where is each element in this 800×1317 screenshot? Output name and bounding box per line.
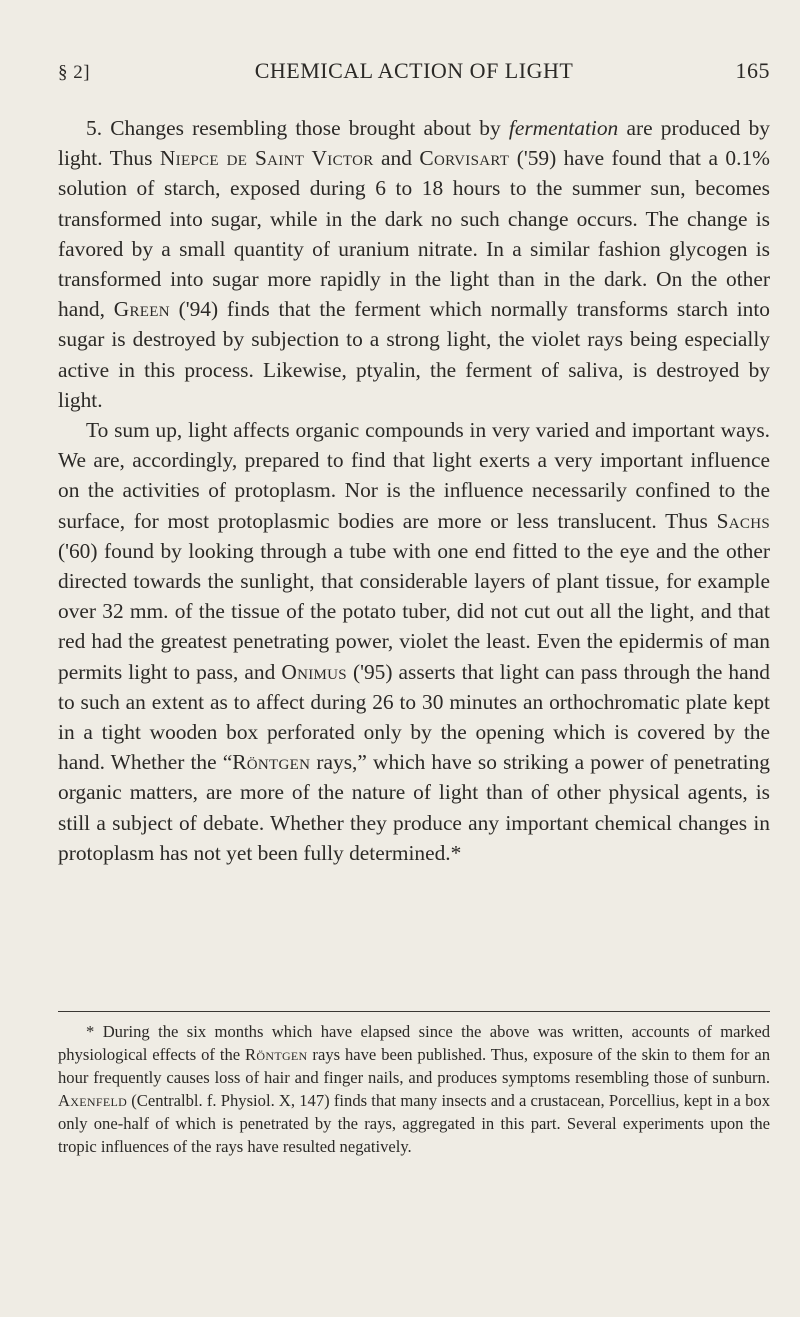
footnote-text xyxy=(58,1020,770,1158)
text-run: ('60) found by looking through a tube with one end fitted to the eye and the other directed towards the sunlight, that considerable layers of plant tissue, for example over 32 mm. of the tissue of the potato tuber, did not cut out all the light, and that red had the greatest penetrating power, violet the least. Even the epidermis of man permits light to pass, and xyxy=(58,538,770,684)
author-name: Sachs xyxy=(716,508,770,533)
paragraph-summary xyxy=(58,415,770,868)
text-run: are produced by light. Thus xyxy=(58,116,770,171)
author-name: Röntgen xyxy=(245,1045,308,1064)
page-number: 165 xyxy=(735,58,770,83)
text-run: ('94) finds that the ferment which normally transforms starch into sugar is destroyed by subjection to a strong light, the violet rays being especially active in this process. Likewise, ptyalin, the ferment of saliva, is destroyed by light. xyxy=(58,297,770,412)
author-name: Onimus xyxy=(281,659,347,684)
author-name: Axenfeld xyxy=(58,1091,128,1110)
text-run: To sum up, light affects organic compounds in very varied and important ways. We are, accordingly, prepared to find that light exerts a very important influence on the activities of protoplasm. Nor is the influence necessarily confined to the surface, for most protoplasmic bodies are more or less translucent. Thus xyxy=(58,418,770,533)
running-title: CHEMICAL ACTION OF LIGHT xyxy=(254,58,574,83)
text-run: rays have been published. Thus, exposure of the skin to them for an hour frequently causes loss of hair and finger nails, and produces symptoms resembling those of sunburn. xyxy=(58,1045,770,1087)
author-name: Niepce de Saint Victor xyxy=(159,146,374,171)
author-name: Röntgen xyxy=(232,750,311,775)
author-name: Green xyxy=(113,297,170,322)
footnote xyxy=(58,1020,770,1158)
text-run: 5. Changes resembling those brought about by xyxy=(86,116,509,140)
text-run: and xyxy=(373,146,420,171)
text-run: (Centralbl. f. Physiol. X, 147) finds that many insects and a crustacean, Porcellius, kept in a box only one-half of which is penetrated by the rays, aggregated in this part. Several experiments upon the tropic influences of the rays have resulted negatively. xyxy=(58,1091,770,1156)
section-marker: § 2] xyxy=(58,62,91,83)
text-run: * During the six months which have elapsed since the above was written, accounts of marked physiological effects of the xyxy=(58,1022,770,1064)
text-run: rays,” which have so striking a power of penetrating organic matters, are more of the nature of light than of other physical agents, is still a subject of debate. Whether they produce any important chemical changes in protoplasm has not yet been fully determined.* xyxy=(58,750,770,865)
footnote-rule xyxy=(58,1011,770,1012)
paragraph-fermentation xyxy=(58,113,770,415)
text-run: ('95) asserts that light can pass through the hand to such an extent as to affect during 26 to 30 minutes an orthochromatic plate kept in a tight wooden box perforated only by the opening which is covered by the hand. Whether the “ xyxy=(58,659,770,775)
main-text xyxy=(58,113,770,868)
text-run: ('59) have found that a 0.1% solution of starch, exposed during 6 to 18 hours to the summer sun, becomes transformed into sugar, while in the dark no such change occurs. The change is favored by a small quantity of uranium nitrate. In a similar fashion glycogen is transformed into sugar more rapidly in the light than in the dark. On the other hand, xyxy=(58,146,770,322)
emphasis-fermentation: fermentation xyxy=(508,116,619,140)
running-header xyxy=(58,58,770,92)
author-name: Corvisart xyxy=(419,146,510,171)
